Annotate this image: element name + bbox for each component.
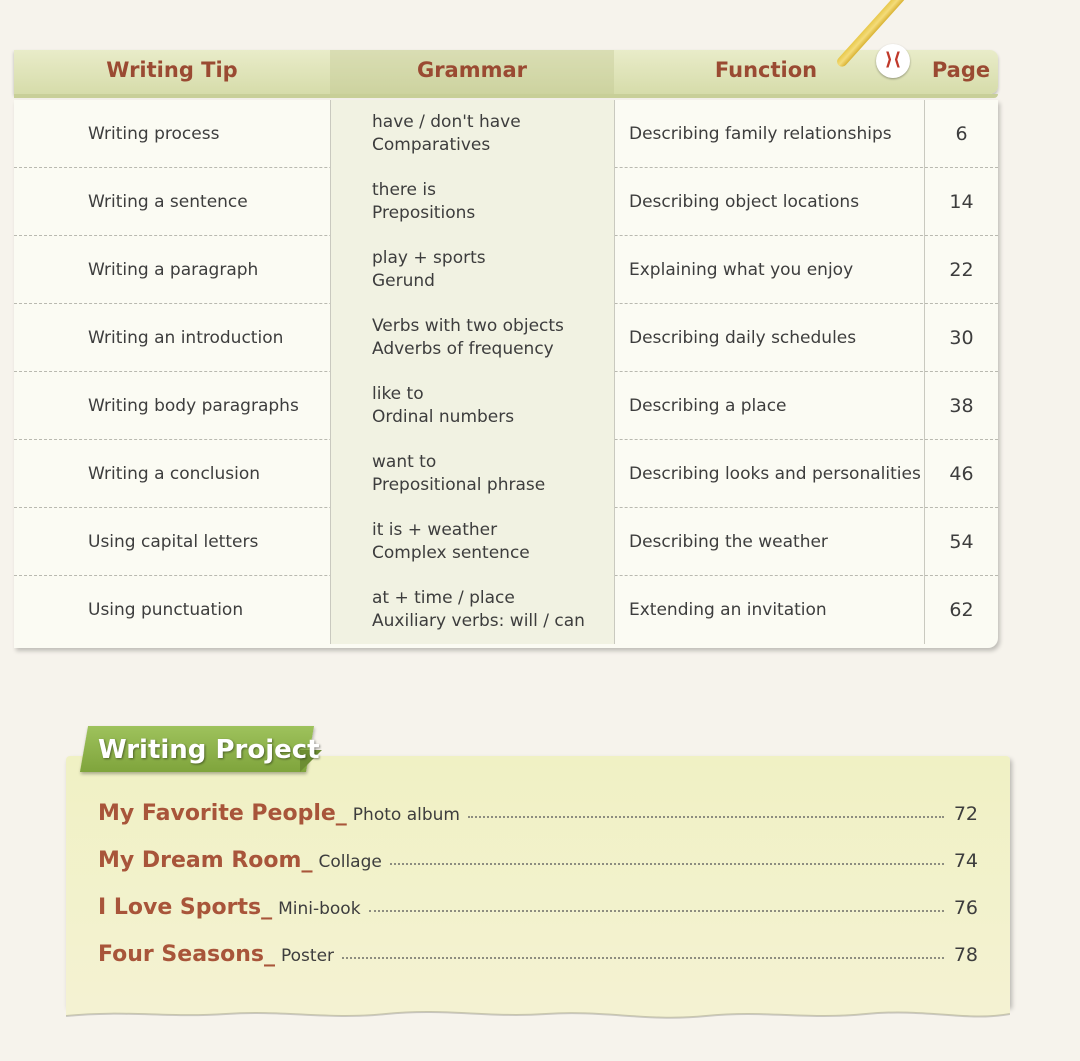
function-cell xyxy=(614,168,924,236)
page-number: 54 xyxy=(949,530,974,553)
project-page-number: 74 xyxy=(953,850,978,872)
baseball-icon: ⟩⟨ xyxy=(876,44,910,78)
project-item xyxy=(98,792,978,826)
table-row xyxy=(14,508,998,576)
writing-tip-text: Writing a conclusion xyxy=(88,463,261,484)
writing-tip-cell xyxy=(14,100,330,168)
project-type: Photo album xyxy=(352,805,460,825)
grammar-line: want to xyxy=(372,452,437,472)
grammar-line: Prepositional phrase xyxy=(372,475,546,495)
project-page-number: 72 xyxy=(953,803,978,825)
project-page-number: 76 xyxy=(953,897,978,919)
page-cell xyxy=(924,440,998,508)
project-item xyxy=(98,933,978,967)
page-number: 6 xyxy=(955,122,968,145)
page-cell xyxy=(924,508,998,576)
grammar-cell xyxy=(330,100,614,168)
page-cell xyxy=(924,100,998,168)
project-separator: _ xyxy=(264,942,275,967)
header-writing-tip: Writing Tip xyxy=(106,58,238,82)
project-separator: _ xyxy=(261,895,273,920)
page-cell xyxy=(924,168,998,236)
function-cell xyxy=(614,236,924,304)
grammar-cell xyxy=(330,168,614,236)
grammar-cell xyxy=(330,440,614,508)
function-cell xyxy=(614,508,924,576)
writing-tip-text: Using capital letters xyxy=(88,531,259,552)
project-separator: _ xyxy=(301,848,313,873)
project-name: My Favorite People xyxy=(98,801,336,826)
page-number: 62 xyxy=(949,598,974,621)
writing-tip-cell xyxy=(14,576,330,644)
project-name: Four Seasons xyxy=(98,942,264,967)
page-number: 38 xyxy=(949,394,974,417)
writing-tip-text: Writing a paragraph xyxy=(88,259,259,280)
project-item xyxy=(98,839,978,873)
writing-tip-cell xyxy=(14,168,330,236)
function-cell xyxy=(614,304,924,372)
grammar-line: like to xyxy=(372,384,424,404)
grammar-cell xyxy=(330,576,614,644)
writing-tip-text: Writing body paragraphs xyxy=(88,395,299,416)
writing-tip-text: Using punctuation xyxy=(88,599,244,620)
project-item xyxy=(98,886,978,920)
page-cell xyxy=(924,372,998,440)
writing-tip-text: Writing a sentence xyxy=(88,191,248,212)
function-cell xyxy=(614,576,924,644)
grammar-cell xyxy=(330,508,614,576)
grammar-cell xyxy=(330,304,614,372)
dot-leader xyxy=(342,957,944,959)
function-text: Extending an invitation xyxy=(629,599,827,620)
project-name: My Dream Room xyxy=(98,848,302,873)
writing-tip-cell xyxy=(14,508,330,576)
grammar-line: Adverbs of frequency xyxy=(372,339,554,359)
grammar-line: Complex sentence xyxy=(372,543,530,563)
header-function: Function xyxy=(714,58,818,82)
function-text: Describing daily schedules xyxy=(629,327,857,348)
table-row xyxy=(14,100,998,168)
table-row xyxy=(14,168,998,236)
writing-tip-text: Writing process xyxy=(88,123,220,144)
header-page: Page xyxy=(931,58,991,82)
page-number: 22 xyxy=(949,258,974,281)
page-cell xyxy=(924,304,998,372)
writing-project-section xyxy=(0,700,1080,1061)
function-cell xyxy=(614,100,924,168)
writing-tip-text: Writing an introduction xyxy=(88,327,284,348)
function-text: Describing looks and personalities xyxy=(629,463,921,484)
function-cell xyxy=(614,440,924,508)
function-text: Describing a place xyxy=(629,395,787,416)
grammar-cell xyxy=(330,372,614,440)
grammar-line: Auxiliary verbs: will / can xyxy=(372,611,585,631)
writing-tip-cell xyxy=(14,440,330,508)
grammar-line: Verbs with two objects xyxy=(372,316,564,336)
project-panel-wave-edge xyxy=(66,1000,1010,1030)
grammar-line: have / don't have xyxy=(372,112,521,132)
header-grammar: Grammar xyxy=(330,50,614,94)
table-row xyxy=(14,440,998,508)
grammar-line: play + sports xyxy=(372,248,486,268)
grammar-line: Comparatives xyxy=(372,135,491,155)
function-text: Describing the weather xyxy=(629,531,828,552)
writing-tip-cell xyxy=(14,236,330,304)
dot-leader xyxy=(468,816,944,818)
project-name: I Love Sports xyxy=(98,895,262,920)
table-row xyxy=(14,236,998,304)
grammar-line: Gerund xyxy=(372,271,435,291)
page-cell xyxy=(924,236,998,304)
function-text: Describing family relationships xyxy=(629,123,892,144)
grammar-line: it is + weather xyxy=(372,520,498,540)
table-row xyxy=(14,304,998,372)
grammar-line: at + time / place xyxy=(372,588,515,608)
page-cell xyxy=(924,576,998,644)
grammar-line: Prepositions xyxy=(372,203,476,223)
project-page-number: 78 xyxy=(953,944,978,966)
writing-tip-cell xyxy=(14,304,330,372)
function-text: Explaining what you enjoy xyxy=(629,259,854,280)
function-cell xyxy=(614,372,924,440)
dot-leader xyxy=(369,910,944,912)
table-row xyxy=(14,372,998,440)
project-type: Mini-book xyxy=(278,899,361,919)
project-type: Collage xyxy=(318,852,382,872)
function-text: Describing object locations xyxy=(629,191,860,212)
project-type: Poster xyxy=(281,946,335,966)
grammar-line: Ordinal numbers xyxy=(372,407,515,427)
writing-tip-cell xyxy=(14,372,330,440)
project-separator: _ xyxy=(335,801,347,826)
project-title: Writing Project xyxy=(98,735,320,765)
page-number: 46 xyxy=(949,462,974,485)
grammar-cell xyxy=(330,236,614,304)
dot-leader xyxy=(390,863,944,865)
page-number: 14 xyxy=(949,190,974,213)
table-row xyxy=(14,576,998,644)
grammar-line: there is xyxy=(372,180,436,200)
table-body xyxy=(14,100,998,648)
page-number: 30 xyxy=(949,326,974,349)
